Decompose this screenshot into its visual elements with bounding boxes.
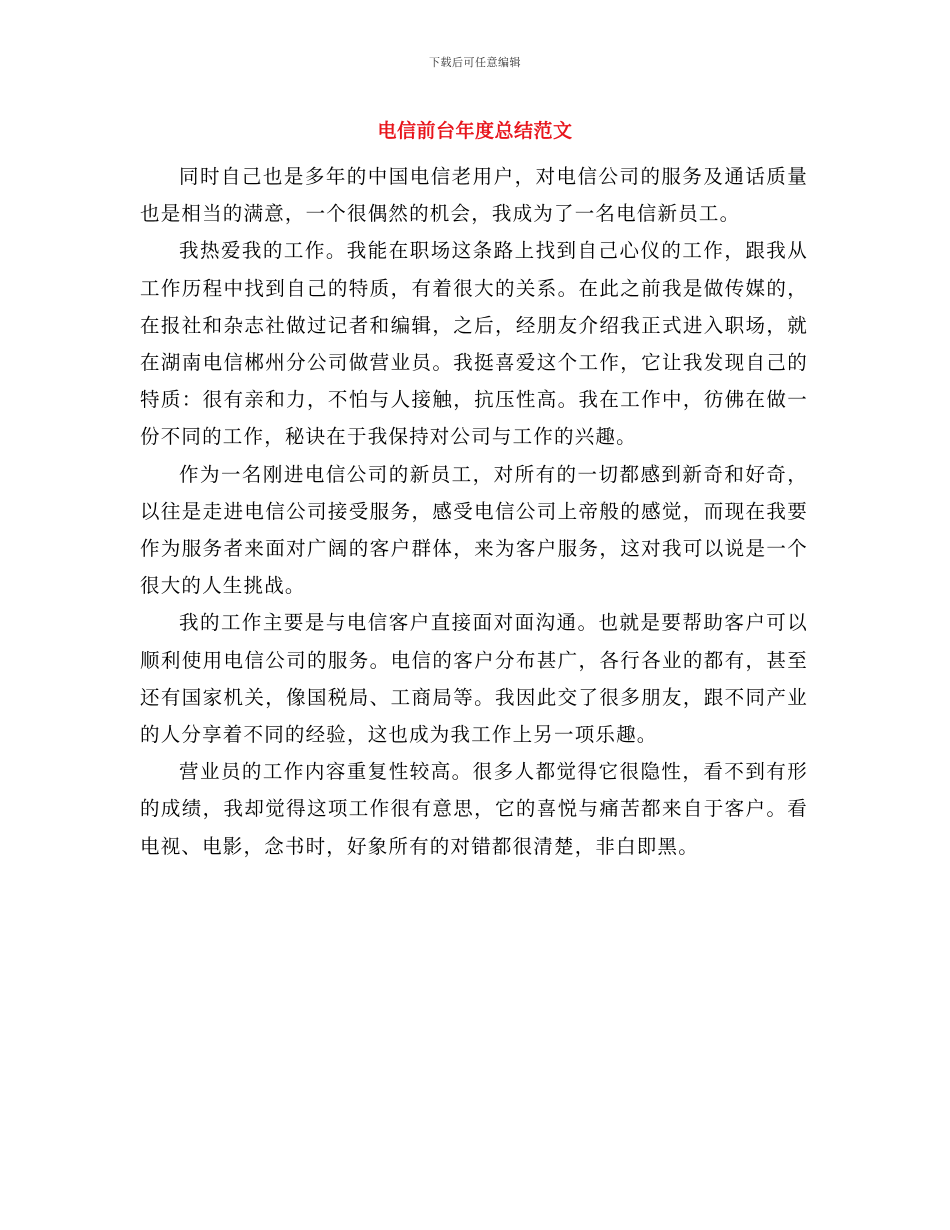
header-note: 下载后可任意编辑 [429,56,521,69]
paragraph: 我的工作主要是与电信客户直接面对面沟通。也就是要帮助客户可以顺利使用电信公司的服务。电信的客户分布甚广，各行各业的都有，甚至还有国家机关，像国税局、工商局等。我因此交了很多朋友，跟不同产业的人分享着不同的经验，这也成为我工作上另一项乐趣。 [140,611,808,747]
document-body [140,158,808,865]
paragraph: 营业员的工作内容重复性较高。很多人都觉得它很隐性，看不到有形的成绩，我却觉得这项工作很有意思，它的喜悦与痛苦都来自于客户。看电视、电影，念书时，好象所有的对错都很清楚，非白即黑。 [140,760,808,858]
paragraph: 同时自己也是多年的中国电信老用户，对电信公司的服务及通话质量也是相当的满意，一个很偶然的机会，我成为了一名电信新员工。 [140,165,808,226]
paragraph: 我热爱我的工作。我能在职场这条路上找到自己心仪的工作，跟我从工作历程中找到自己的特质，有着很大的关系。在此之前我是做传媒的，在报社和杂志社做过记者和编辑，之后，经朋友介绍我正式进入职场，就在湖南电信郴州分公司做营业员。我挺喜爱这个工作，它让我发现自己的特质：很有亲和力，不怕与人接触，抗压性高。我在工作中，彷佛在做一份不同的工作，秘诀在于我保持对公司与工作的兴趣。 [140,239,808,449]
document-title: 电信前台年度总结范文 [377,120,573,142]
paragraph: 作为一名刚进电信公司的新员工，对所有的一切都感到新奇和好奇，以往是走进电信公司接受服务，感受电信公司上帝般的感觉，而现在我要作为服务者来面对广阔的客户群体，来为客户服务，这对我可以说是一个很大的人生挑战。 [140,462,808,598]
